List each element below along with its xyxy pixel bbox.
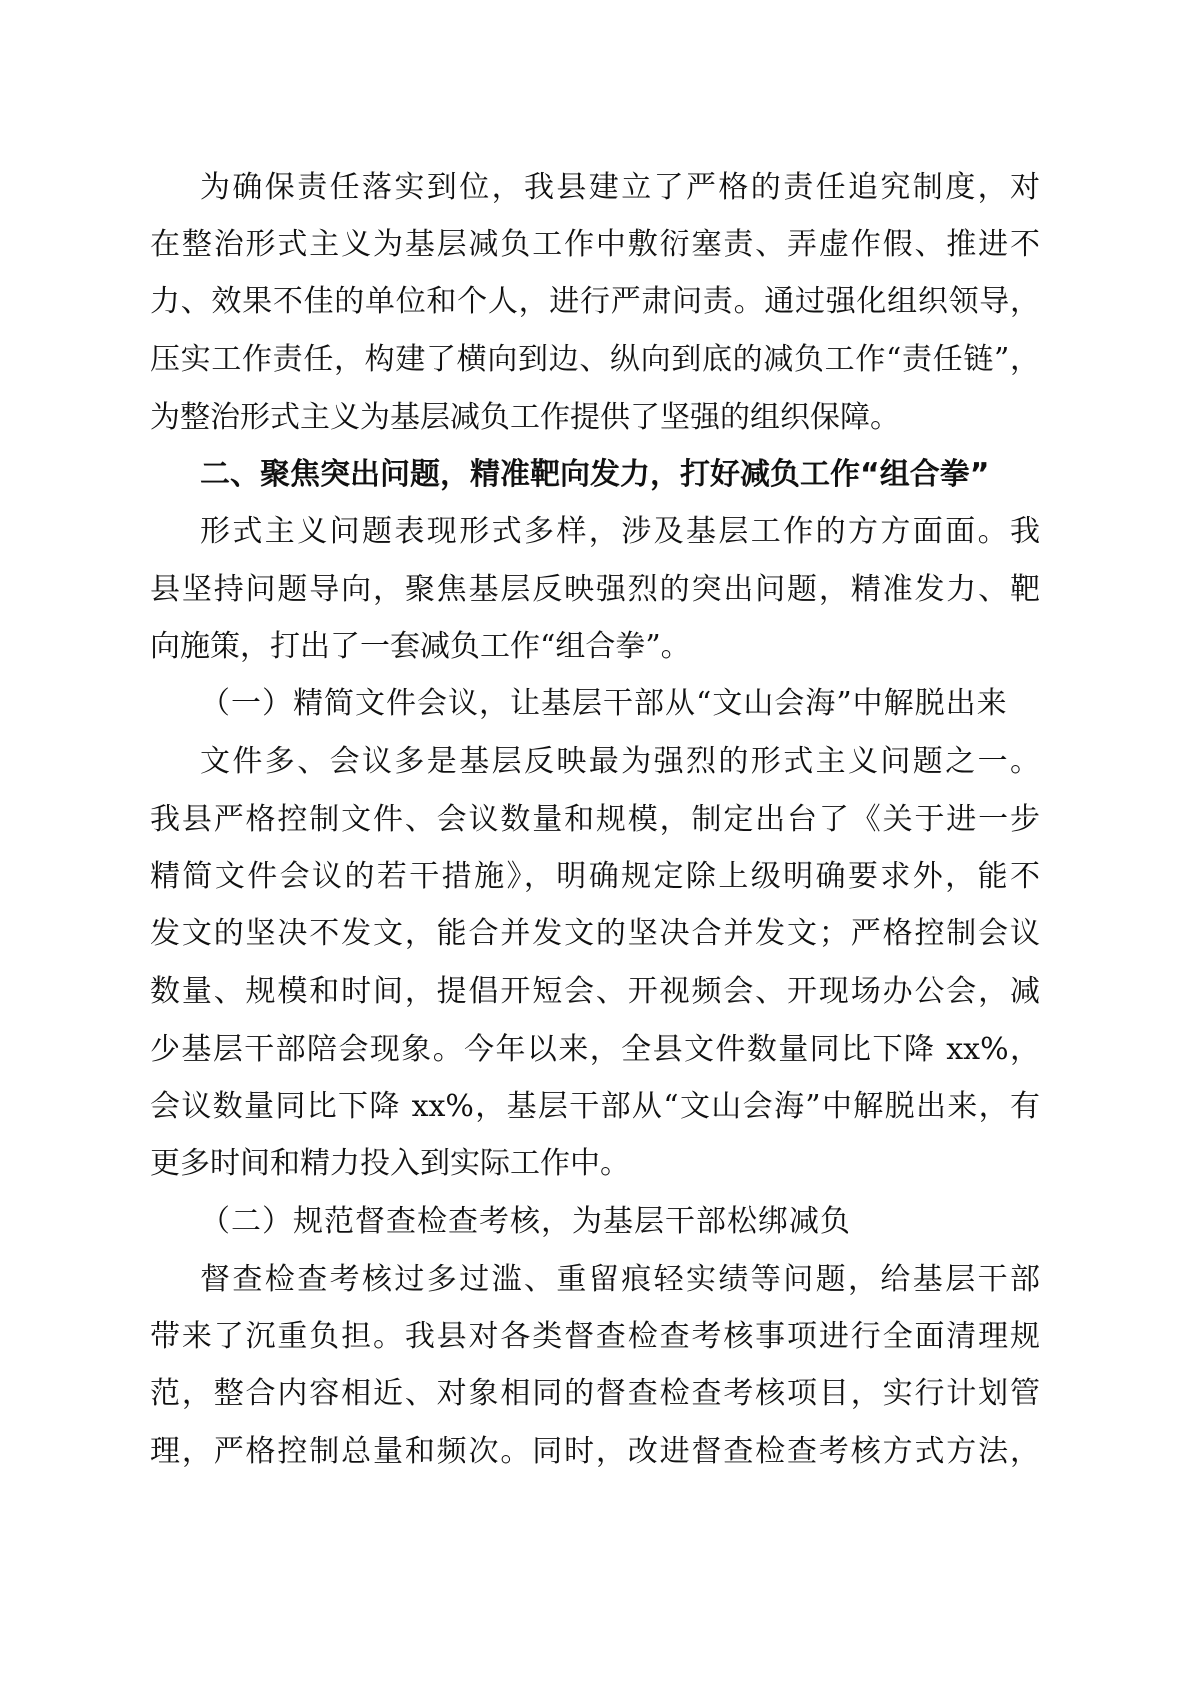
- paragraph-1-line-1: 为确保责任落实到位，我县建立了严格的责任追究制度，对: [200, 170, 1040, 205]
- paragraph-4-line-1: 督查检查考核过多过滥、重留痕轻实绩等问题，给基层干部: [200, 1262, 1040, 1297]
- paragraph-3-line-2: 我县严格控制文件、会议数量和规模，制定出台了《关于进一步: [150, 802, 1040, 837]
- section-heading: 二、聚焦突出问题，精准靶向发力，打好减负工作“组合拳”: [200, 457, 990, 492]
- paragraph-3-line-6: 少基层干部陪会现象。今年以来，全县文件数量同比下降 xx%，: [150, 1032, 1040, 1067]
- paragraph-1-line-3: 力、效果不佳的单位和个人，进行严肃问责。通过强化组织领导，: [150, 284, 1040, 319]
- paragraph-2-line-1: 形式主义问题表现形式多样，涉及基层工作的方方面面。我: [200, 514, 1040, 549]
- paragraph-4-line-2: 带来了沉重负担。我县对各类督查检查考核事项进行全面清理规: [150, 1319, 1040, 1354]
- paragraph-2-line-2: 县坚持问题导向，聚焦基层反映强烈的突出问题，精准发力、靶: [150, 572, 1040, 607]
- paragraph-2-line-3: 向施策，打出了一套减负工作“组合拳”。: [150, 629, 691, 664]
- subheading-1: （一）精简文件会议，让基层干部从“文山会海”中解脱出来: [200, 686, 1008, 721]
- paragraph-3-line-1: 文件多、会议多是基层反映最为强烈的形式主义问题之一。: [200, 744, 1040, 779]
- paragraph-3-line-8: 更多时间和精力投入到实际工作中。: [150, 1146, 630, 1181]
- paragraph-3-line-5: 数量、规模和时间，提倡开短会、开视频会、开现场办公会，减: [150, 974, 1040, 1009]
- paragraph-4-line-3: 范，整合内容相近、对象相同的督查检查考核项目，实行计划管: [150, 1376, 1040, 1411]
- paragraph-3-line-4: 发文的坚决不发文，能合并发文的坚决合并发文；严格控制会议: [150, 916, 1040, 951]
- paragraph-1-line-5: 为整治形式主义为基层减负工作提供了坚强的组织保障。: [150, 400, 900, 435]
- subheading-2: （二）规范督查检查考核，为基层干部松绑减负: [200, 1204, 851, 1239]
- paragraph-4-line-4: 理，严格控制总量和频次。同时，改进督查检查考核方式方法，: [150, 1434, 1040, 1469]
- paragraph-1-line-2: 在整治形式主义为基层减负工作中敷衍塞责、弄虚作假、推进不: [150, 227, 1040, 262]
- paragraph-3-line-3: 精简文件会议的若干措施》，明确规定除上级明确要求外，能不: [150, 859, 1040, 894]
- paragraph-1-line-4: 压实工作责任，构建了横向到边、纵向到底的减负工作“责任链”，: [150, 342, 1040, 377]
- paragraph-3-line-7: 会议数量同比下降 xx%，基层干部从“文山会海”中解脱出来，有: [150, 1089, 1040, 1124]
